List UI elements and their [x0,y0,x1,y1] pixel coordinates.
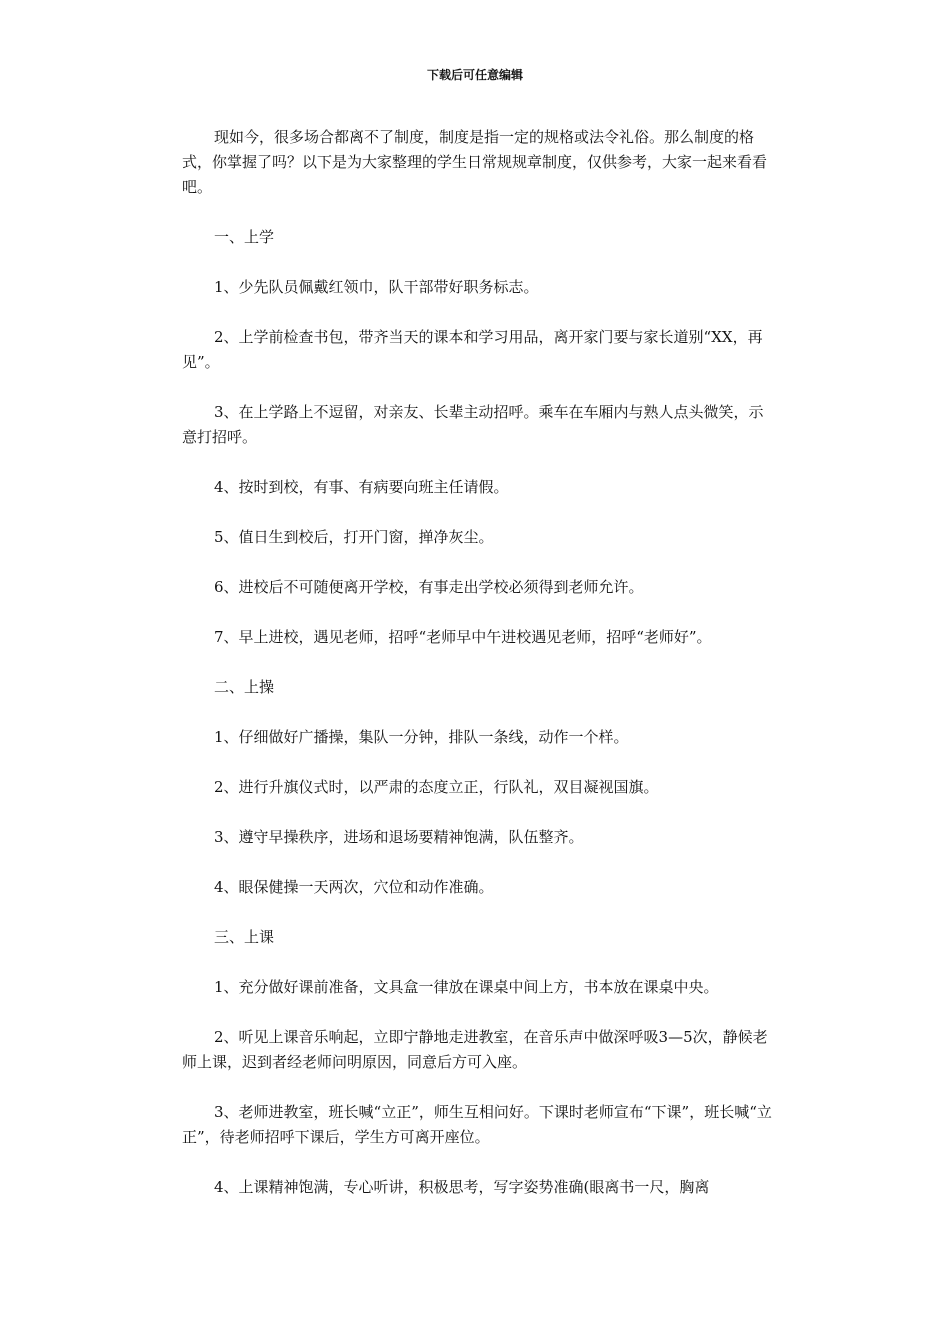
rule-item: 2、上学前检查书包，带齐当天的课本和学习用品，离开家门要与家长道别“XX，再见”。 [182,328,763,371]
section-heading-school: 一、上学 [214,228,275,246]
rule-item: 3、老师进教室，班长喊“立正”，师生互相问好。下课时老师宣布“下课”，班长喊“立正”，待老师招呼下课后，学生方可离开座位。 [182,1103,772,1146]
rule-item: 4、眼保健操一天两次，穴位和动作准确。 [214,878,494,896]
document-body [182,125,774,1225]
rule-item: 4、上课精神饱满，专心听讲，积极思考，写字姿势准确(眼离书一尺，胸离 [214,1178,710,1196]
page-header: 下载后可任意编辑 [426,68,523,82]
rule-item: 2、听见上课音乐响起，立即宁静地走进教室，在音乐声中做深呼吸3—5次，静候老师上课，迟到者经老师问明原因，同意后方可入座。 [182,1028,768,1071]
rule-item: 6、进校后不可随便离开学校，有事走出学校必须得到老师允许。 [214,578,644,596]
rule-item: 5、值日生到校后，打开门窗，掸净灰尘。 [214,528,494,546]
rule-item: 4、按时到校，有事、有病要向班主任请假。 [214,478,509,496]
section-heading-class: 三、上课 [214,928,275,946]
rule-item: 1、仔细做好广播操，集队一分钟，排队一条线，动作一个样。 [214,728,629,746]
rule-item: 3、遵守早操秩序，进场和退场要精神饱满，队伍整齐。 [214,828,584,846]
rule-item: 1、少先队员佩戴红领巾，队干部带好职务标志。 [214,278,539,296]
rule-item: 3、在上学路上不逗留，对亲友、长辈主动招呼。乘车在车厢内与熟人点头微笑，示意打招呼。 [182,403,764,446]
rule-item: 1、充分做好课前准备，文具盒一律放在课桌中间上方，书本放在课桌中央。 [214,978,719,996]
intro-paragraph: 现如今，很多场合都离不了制度，制度是指一定的规格或法令礼俗。那么制度的格式，你掌握了吗？以下是为大家整理的学生日常规规章制度，仅供参考，大家一起来看看吧。 [182,128,768,196]
section-heading-exercise: 二、上操 [214,678,275,696]
rule-item: 2、进行升旗仪式时，以严肃的态度立正，行队礼，双目凝视国旗。 [214,778,659,796]
rule-item: 7、早上进校，遇见老师，招呼“老师早中午进校遇见老师，招呼“老师好”。 [214,628,712,646]
